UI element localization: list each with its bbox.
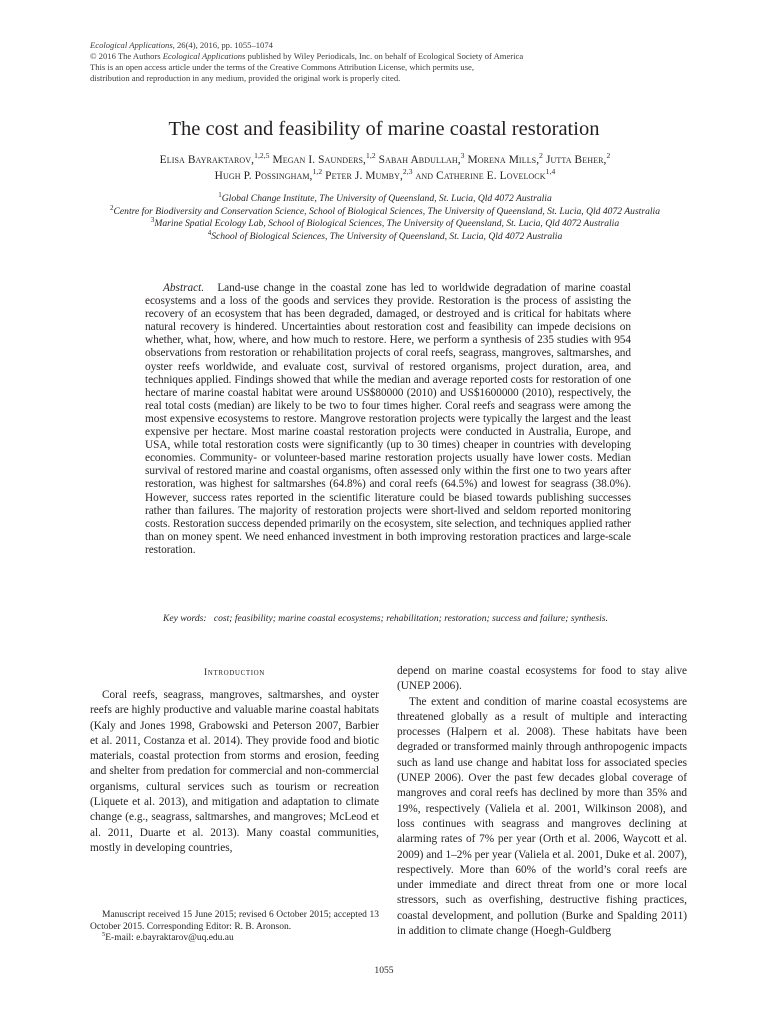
keywords-label: Key words: bbox=[163, 613, 207, 624]
right-column bbox=[397, 664, 687, 939]
author-name: Megan I. Saunders, bbox=[269, 154, 367, 166]
footnote bbox=[90, 910, 379, 945]
author-name: Morena Mills, bbox=[464, 154, 540, 166]
paragraph: Coral reefs, seagrass, mangroves, saltmarshes, and oyster reefs are highly productive and valuable marine coastal habitats (Kaly and Jones 1998, Grabowski and Peterson 2007, Barbier et al. 2011, Costanza et al. 2014). They provide food and biotic materials, coastal protection from storms and erosion, feeding and shelter from predation for commercial and non-commercial organisms, cultural services such as tourism or recreation (Liquete et al. 2013), and mitigation and adaptation to climate change (e.g., seagrass, saltmarshes, and mangroves; McLeod et al. 2011, Duarte et al. 2013). Many coastal communities, mostly in developing countries, bbox=[90, 689, 379, 854]
author-name: Jutta Beher, bbox=[543, 154, 607, 166]
manuscript-note: Manuscript received 15 June 2015; revised 6 October 2015; accepted 13 October 2015. Corresponding Editor: R. B. Aronson. bbox=[90, 910, 379, 932]
license-line-1: This is an open access article under the terms of the Creative Commons Attribution License, which permits use, bbox=[90, 62, 474, 72]
affiliation: $^1$Global Change Institute, The University of Queensland, St. Lucia, Qld 4072 Australia bbox=[218, 191, 552, 204]
email-note: $^5$E-mail: e.bayraktarov@uq.edu.au bbox=[102, 931, 234, 944]
keywords-text: cost; feasibility; marine coastal ecosystems; rehabilitation; restoration; success and failure; synthesis. bbox=[213, 613, 608, 624]
citation-line bbox=[90, 40, 690, 51]
affiliation: $^2$Centre for Biodiversity and Conservation Science, School of Biological Sciences, The University of Queensland, St. Lucia, Qld 4072 Australia bbox=[110, 203, 660, 217]
affiliation: $^4$School of Biological Sciences, The University of Queensland, St. Lucia, Qld 4072 Australia bbox=[207, 228, 563, 242]
abstract-label: Abstract. bbox=[163, 282, 205, 294]
author-name: and Catherine E. Lovelock bbox=[412, 170, 546, 182]
affiliation-list bbox=[110, 193, 660, 243]
citation-details: , 26(4), 2016, pp. 1055–1074 bbox=[172, 40, 273, 50]
abstract bbox=[145, 282, 631, 557]
author-name: Peter J. Mumby, bbox=[322, 170, 403, 182]
author-name: Sabah Abdullah, bbox=[375, 154, 461, 166]
license-line-2: distribution and reproduction in any medium, provided the original work is properly cited. bbox=[90, 73, 401, 83]
copyright-line: © 2016 The Authors Ecological Applications published by Wiley Periodicals, Inc. on behalf of Ecological Society of America bbox=[90, 51, 524, 61]
journal-name: Ecological Applications bbox=[90, 40, 173, 50]
journal-header bbox=[90, 40, 690, 84]
author-list: Elisa Bayraktarov,$^{1,2,5}$ Megan I. Saunders,$^{1,2}$ Sabah Abdullah,$^3$ Morena Mills,$^2$ Jutta Beher,$^2$ Hugh P. Possingham,$^{1,2}$ Peter J. Mumby,$^{2,3}$ and Catherine E. Lovelock$^{1,4}$ bbox=[159, 151, 611, 182]
article-title: The cost and feasibility of marine coastal restoration bbox=[168, 118, 600, 140]
paragraph: depend on marine coastal ecosystems for food to stay alive (UNEP 2006). bbox=[397, 665, 687, 693]
left-column bbox=[90, 688, 379, 856]
author-name: Hugh P. Possingham, bbox=[214, 170, 313, 182]
abstract-text: Land-use change in the coastal zone has led to worldwide degradation of marine coastal ecosystems and a loss of the goods and services they provide. Restoration is the process of assisting the recovery of an ecosystem that has been degraded, damaged, or destroyed and is critical for habitats where natural recovery is hindered. Uncertainties about restoration cost and feasibility can impede decisions on whether, what, how, where, and how much to restore. Here, we perform a synthesis of 235 studies with 954 observations from restoration or rehabilitation projects of coral reefs, seagrass, mangroves, saltmarshes, and oyster reefs worldwide, and evaluate cost, survival of restored organisms, project duration, area, and techniques applied. Findings showed that while the median and average reported costs for restoration of one hectare of marine coastal habitat were around US$80000 (2010) and US$1600000 (2010), respectively, the real total costs (median) are likely to be two to four times higher. Coral reefs and seagrass were among the most expensive ecosystems to restore. Mangrove restoration projects were typically the largest and the least expensive per hectare. Most marine coastal restoration projects were conducted in Australia, Europe, and USA, while total restoration costs were significantly (up to 30 times) cheaper in countries with developing economies. Community- or volunteer-based marine restoration projects usually have lower costs. Median survival of restored marine and coastal organisms, often assessed only within the first one to two years after restoration, was highest for saltmarshes (64.8%) and coral reefs (64.5%) and lowest for seagrass (38.0%). However, success rates reported in the scientific literature could be biased towards publishing successes rather than failures. The majority of restoration projects were short-lived and seldom reported monitoring costs. Restoration success depended primarily on the ecosystem, site selection, and techniques applied rather than on money spent. We need enhanced investment in both improving restoration practices and large-scale restoration. bbox=[145, 282, 631, 556]
page-number: 1055 bbox=[374, 965, 394, 976]
paragraph: The extent and condition of marine coastal ecosystems are threatened globally as a result of multiple and interacting processes (Halpern et al. 2008). These habitats have been degraded or transformed mainly through anthropogenic impacts such as land use change and habitat loss for associated species (UNEP 2006). Over the past few decades global coverage of mangroves and coral reefs has declined by more than 35% and 19%, respectively (Valiela et al. 2001, Wilkinson 2008), and loss continues with seagrass and mangroves declining at alarming rates of 7% per year (Orth et al. 2006, Waycott et al. 2009) and 1–2% per year (Valiela et al. 2001, Duke et al. 2007), respectively. More than 60% of the world’s coral reefs are under immediate and direct threat from one or more local stressors, such as overfishing, destructive fishing practices, coastal development, and pollution (Burke and Spalding 2011) in addition to climate change (Hoegh-Guldberg bbox=[397, 695, 687, 938]
section-heading-introduction: Introduction bbox=[204, 667, 265, 678]
keywords bbox=[145, 613, 631, 625]
author-name: Elisa Bayraktarov, bbox=[159, 154, 255, 166]
affiliation: $^3$Marine Spatial Ecology Lab, School of Biological Sciences, The University of Queensland, St. Lucia, Qld 4072 Australia bbox=[150, 216, 620, 230]
